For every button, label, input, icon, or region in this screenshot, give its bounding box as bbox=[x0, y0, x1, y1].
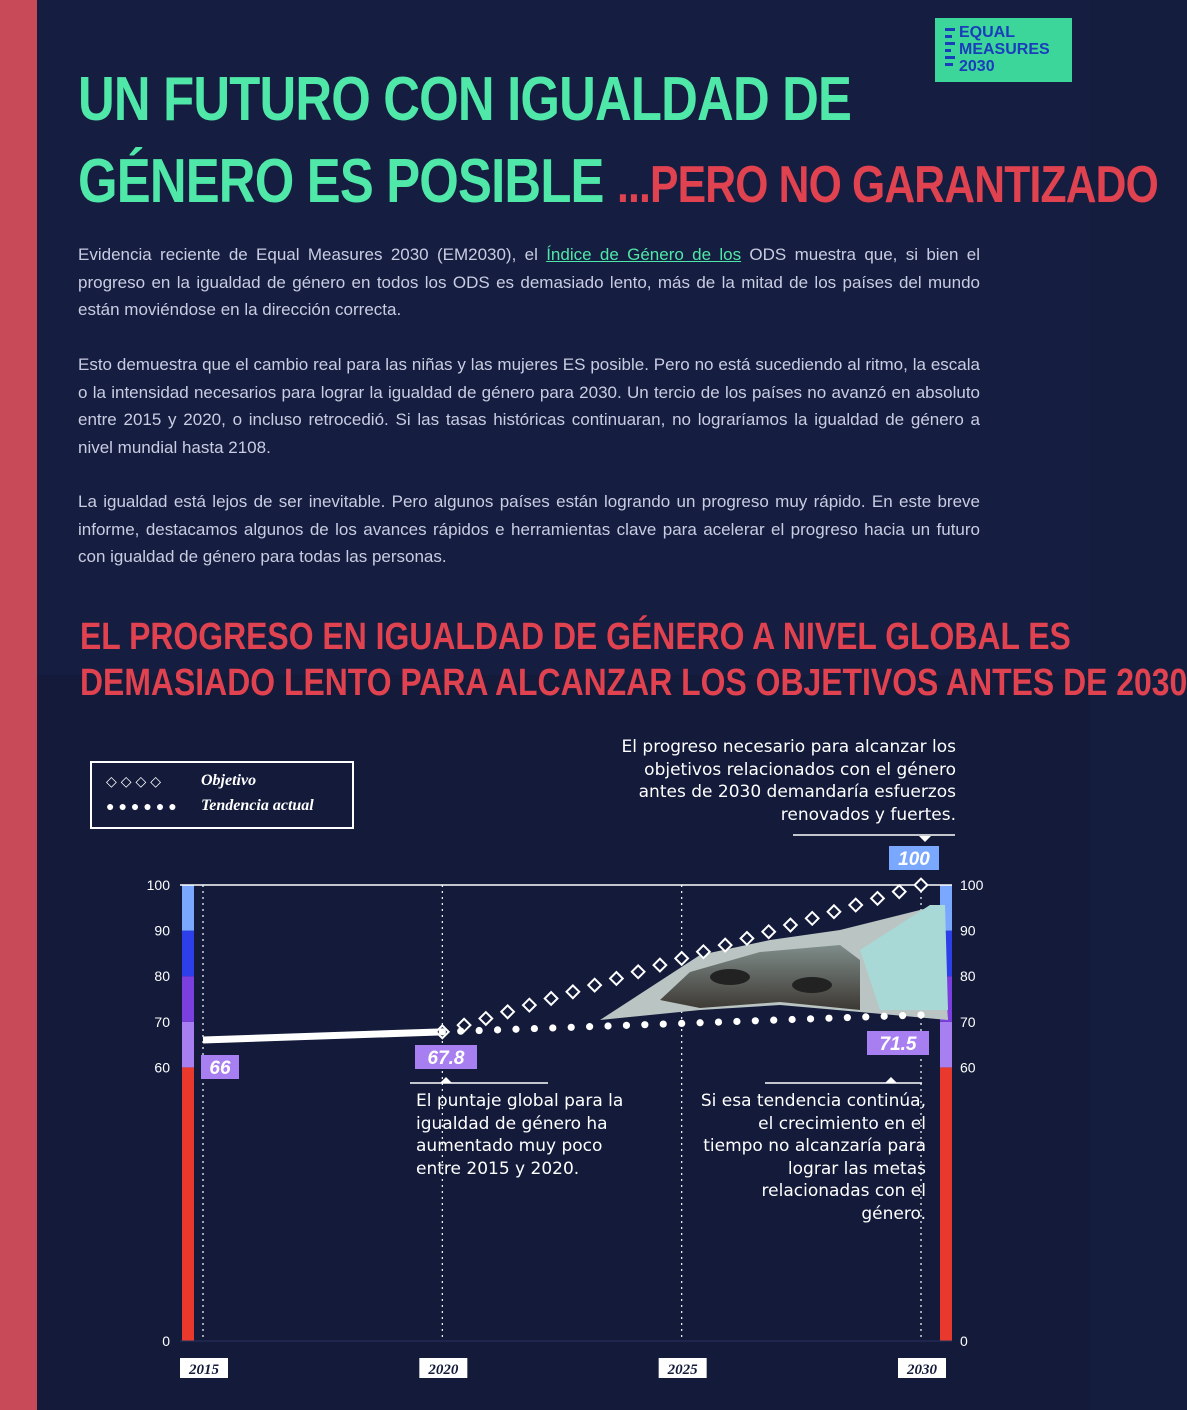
annotation-required-progress: El progreso necesario para alcanzar los objetivos relacionados con el género antes de 2030 demandaría esfuerzos renovados y fuertes. bbox=[621, 737, 956, 825]
target-diamond-point bbox=[501, 1005, 514, 1018]
y-tick-label-right: 90 bbox=[960, 922, 976, 939]
target-diamond-point bbox=[610, 972, 623, 985]
trend-dot-point bbox=[660, 1020, 667, 1027]
x-tick-label: 2020 bbox=[428, 1362, 459, 1378]
torn-photo-face bbox=[600, 905, 948, 1020]
target-diamond-point bbox=[849, 899, 862, 912]
trend-dot-point bbox=[568, 1024, 575, 1031]
target-diamond-point bbox=[741, 932, 754, 945]
trend-dot-point bbox=[623, 1022, 630, 1029]
trend-dot-point bbox=[789, 1016, 796, 1023]
legend-target: ◇◇◇◇ Objetivo bbox=[106, 772, 257, 789]
target-diamond-point bbox=[893, 885, 906, 898]
trend-dot-point bbox=[641, 1021, 648, 1028]
y-tick-label-left: 100 bbox=[146, 877, 170, 893]
trend-dot-point bbox=[512, 1026, 519, 1033]
trend-dot-point bbox=[917, 1011, 924, 1018]
trend-dot-point bbox=[549, 1024, 556, 1031]
value-label: 71.5 bbox=[879, 1034, 917, 1055]
trend-dot-point bbox=[807, 1015, 814, 1022]
logo-line-2: MEASURES bbox=[959, 41, 1050, 58]
trend-dot-point bbox=[770, 1017, 777, 1024]
target-diamond-point bbox=[762, 925, 775, 938]
target-diamond-point bbox=[828, 905, 841, 918]
trend-dot-point bbox=[696, 1019, 703, 1026]
y-tick-label-right: 60 bbox=[960, 1059, 976, 1076]
trend-dot-point bbox=[862, 1013, 869, 1020]
y-tick-label-left: 0 bbox=[162, 1333, 170, 1349]
target-diamond-point bbox=[567, 985, 580, 998]
trend-dot-point bbox=[586, 1023, 593, 1030]
target-diamond-point bbox=[806, 912, 819, 925]
target-diamond-point bbox=[871, 892, 884, 905]
chart-legend bbox=[90, 761, 354, 829]
target-diamond-point bbox=[675, 952, 688, 965]
x-tick-label: 2015 bbox=[189, 1362, 219, 1378]
y-tick-label-right: 0 bbox=[960, 1333, 968, 1349]
x-tick-label: 2030 bbox=[907, 1362, 937, 1378]
trend-dot-point bbox=[825, 1015, 832, 1022]
trend-dot-point bbox=[439, 1028, 446, 1035]
value-label: 100 bbox=[898, 849, 930, 870]
target-diamond-point bbox=[915, 879, 928, 892]
left-scale-band bbox=[182, 885, 194, 931]
logo-line-1: EQUAL bbox=[959, 24, 1015, 41]
legend-trend: ●●●●●● Tendencia actual bbox=[106, 797, 314, 814]
target-diamond-point bbox=[784, 919, 797, 932]
dot-marker-icon: ●●●●●● bbox=[106, 798, 181, 814]
trend-dot-point bbox=[715, 1018, 722, 1025]
trend-dot-point bbox=[881, 1013, 888, 1020]
value-label: 66 bbox=[209, 1058, 231, 1079]
right-scale-band bbox=[940, 1067, 952, 1341]
trend-dot-point bbox=[678, 1020, 685, 1027]
intro-paragraph-1: Evidencia reciente de Equal Measures 2030 (EM2030), el Índice de Género de los ODS muestra que, si bien el progreso en la igualdad de género en todos los ODS es demasiado lento, más de la mitad de los países del mundo están moviéndose en la dirección correcta. bbox=[78, 245, 981, 319]
y-tick-label-left: 90 bbox=[154, 922, 170, 939]
y-tick-label-left: 60 bbox=[154, 1059, 170, 1076]
y-tick-label-right: 70 bbox=[960, 1013, 976, 1030]
trend-dot-point bbox=[531, 1025, 538, 1032]
y-tick-label-left: 80 bbox=[154, 968, 170, 985]
left-scale-band bbox=[182, 931, 194, 977]
target-diamond-point bbox=[479, 1012, 492, 1025]
left-scale-band bbox=[182, 976, 194, 1022]
target-diamond-point bbox=[545, 992, 558, 1005]
y-tick-label-right: 100 bbox=[960, 877, 984, 893]
target-diamond-point bbox=[588, 979, 601, 992]
sdg-index-link[interactable]: Índice de Género de los bbox=[546, 245, 742, 264]
headline-accent: ...PERO NO GARANTIZADO bbox=[616, 156, 1158, 214]
target-diamond-point bbox=[654, 959, 667, 972]
diamond-marker-icon: ◇◇◇◇ bbox=[106, 772, 166, 789]
trend-dot-point bbox=[457, 1028, 464, 1035]
x-tick-label: 2025 bbox=[667, 1362, 698, 1378]
y-tick-label-left: 70 bbox=[154, 1013, 170, 1030]
target-diamond-point bbox=[632, 965, 645, 978]
target-diamond-point bbox=[523, 999, 536, 1012]
trend-dot-point bbox=[899, 1012, 906, 1019]
headline-line-2-main: GÉNERO ES POSIBLE bbox=[78, 147, 604, 216]
trend-dot-point bbox=[844, 1014, 851, 1021]
annotation-trend: Si esa tendencia continúa, el crecimiento en el tiempo no alcanzaría para lograr las metas relacionadas con el género. bbox=[700, 1091, 926, 1224]
annotation-arrow-icon bbox=[885, 1077, 897, 1083]
left-scale-band bbox=[182, 1022, 194, 1068]
trend-dot-point bbox=[494, 1026, 501, 1033]
value-label: 67.8 bbox=[427, 1048, 465, 1069]
headline-line-1: UN FUTURO CON IGUALDAD DE bbox=[78, 65, 852, 134]
eye-left-icon bbox=[710, 969, 750, 985]
y-tick-label-right: 80 bbox=[960, 968, 976, 985]
eye-right-icon bbox=[792, 977, 832, 993]
logo-line-3: 2030 bbox=[959, 58, 995, 75]
section-title-line-1: EL PROGRESO EN IGUALDAD DE GÉNERO A NIVEL GLOBAL ES bbox=[80, 616, 1071, 658]
annotation-arrow-icon bbox=[919, 836, 931, 842]
trend-dot-point bbox=[733, 1018, 740, 1025]
intro-paragraph-2: Esto demuestra que el cambio real para las niñas y las mujeres ES posible. Pero no está sucediendo al ritmo, la escala o la intensidad necesarios para lograr la igualdad de género para 2030. Un tercio de los países no avanzó en absoluto entre 2015 y 2020, o incluso retrocedió. Si las tasas históricas continuaran, no lograríamos la igualdad de género a nivel mundial hasta 2108. bbox=[78, 355, 980, 457]
section-title-line-2: DEMASIADO LENTO PARA ALCANZAR LOS OBJETIVOS ANTES DE 2030 bbox=[80, 662, 1187, 704]
annotation-2015-2020: El puntaje global para la igualdad de género ha aumentado muy poco entre 2015 y 2020. bbox=[416, 1091, 624, 1179]
trend-dot-point bbox=[604, 1022, 611, 1029]
right-scale-band bbox=[940, 1022, 952, 1068]
historical-line bbox=[203, 1032, 442, 1040]
left-scale-band bbox=[182, 1067, 194, 1341]
trend-dot-point bbox=[752, 1017, 759, 1024]
trend-dot-point bbox=[476, 1027, 483, 1034]
intro-paragraph-3: La igualdad está lejos de ser inevitable. Pero algunos países están logrando un progreso muy rápido. En este breve informe, destacamos algunos de los avances rápidos e herramientas clave para acelerar el progreso hacia un futuro con igualdad de género para todas las personas. bbox=[78, 492, 980, 566]
